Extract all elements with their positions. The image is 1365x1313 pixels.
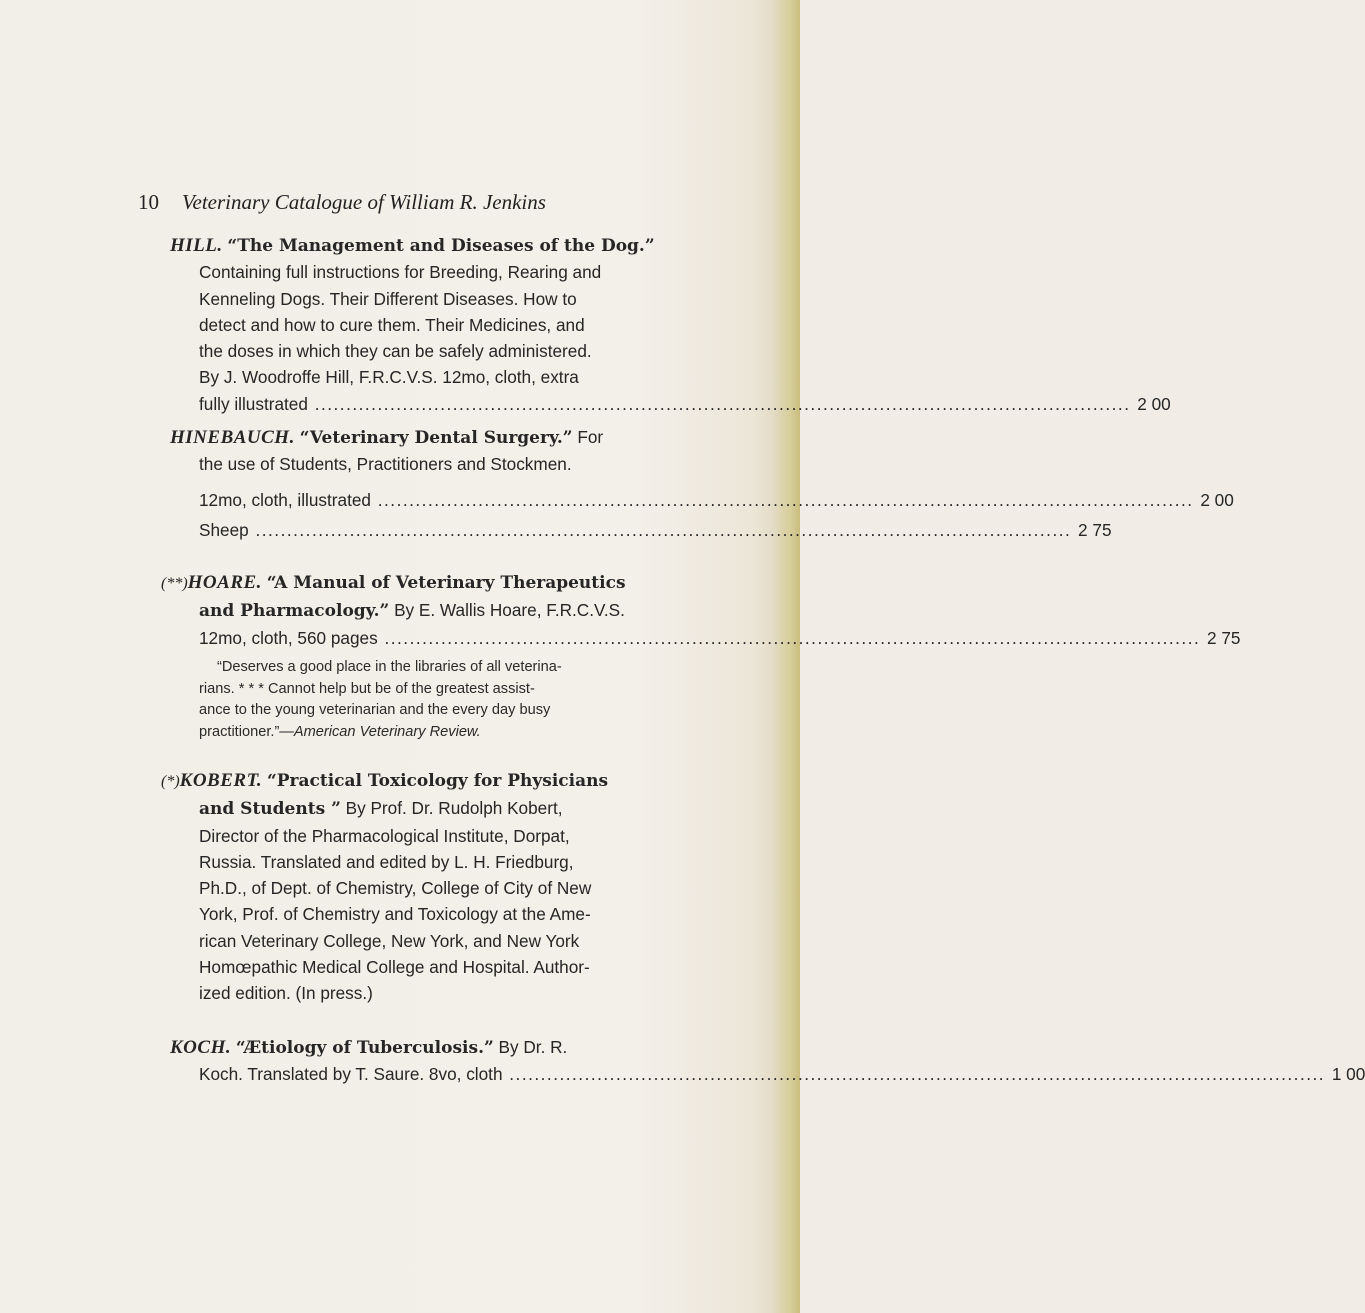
dot-leader	[255, 520, 1071, 540]
dot-leader	[384, 628, 1200, 648]
quote-line	[199, 722, 692, 744]
book-title-continued: and Pharmacology.”	[199, 601, 390, 622]
entry-line: Kenneling Dogs. Their Different Diseases. How to	[199, 288, 577, 309]
quote-line: rians. * * * Cannot help but be of the greatest assist-	[199, 680, 535, 697]
review-quote	[199, 657, 692, 743]
book-title: “A Manual of Veterinary Therapeutics	[266, 573, 626, 593]
book-title: “The Management and Diseases of the Dog.”	[227, 236, 655, 256]
entry-line: Homœpathic Medical College and Hospital. Author-	[199, 957, 590, 978]
author-name: KOBERT.	[179, 770, 263, 791]
price-row	[170, 1061, 1365, 1087]
book-title-continued: and Students ”	[199, 799, 341, 820]
book-title: “Veterinary Dental Surgery.”	[299, 428, 573, 448]
entry-line: detect and how to cure them. Their Medicines, and	[199, 314, 585, 335]
quote-source: American Veterinary Review.	[293, 723, 481, 740]
entry-line: Containing full instructions for Breeding, Rearing and	[199, 262, 602, 283]
price-row	[170, 487, 1234, 513]
price-row	[170, 391, 1171, 417]
entry-line: By J. Woodroffe Hill, F.R.C.V.S. 12mo, cloth, extra	[199, 367, 579, 388]
entry-line: the doses in which they can be safely administered.	[199, 341, 592, 362]
page-number: 10	[138, 190, 159, 214]
price-row	[170, 517, 1112, 543]
entry-text: By E. Wallis Hoare, F.R.C.V.S.	[394, 600, 625, 621]
dot-leader	[315, 394, 1131, 414]
price-label: Koch. Translated by T. Saure. 8vo, cloth	[199, 1064, 503, 1085]
entry-line: Ph.D., of Dept. of Chemistry, College of City of New	[199, 878, 592, 899]
availability-mark: (**)	[161, 575, 188, 592]
price: 2 75	[1078, 519, 1112, 540]
price-label: 12mo, cloth, 560 pages	[199, 627, 378, 648]
running-title: Veterinary Catalogue of William R. Jenkins	[182, 190, 546, 214]
entry-heading	[170, 1034, 690, 1061]
book-title: “Ætiology of Tuberculosis.”	[235, 1038, 494, 1058]
entry-koch	[170, 1034, 1365, 1088]
entry-heading	[161, 767, 681, 795]
entry-line: Russia. Translated and edited by L. H. Friedburg,	[199, 851, 574, 872]
dot-leader	[378, 490, 1194, 510]
entry-line	[161, 597, 681, 624]
price-row	[161, 625, 1241, 651]
entry-line: York, Prof. of Chemistry and Toxicology at the Ame-	[199, 904, 591, 925]
price-label: fully illustrated	[199, 393, 308, 414]
quote-line: “Deserves a good place in the libraries of all veterina-	[217, 659, 562, 675]
entry-line: rican Veterinary College, New York, and New York	[199, 930, 580, 951]
entry-hoare	[161, 569, 1241, 651]
quote-text: practitioner.”—	[199, 723, 294, 740]
entry-heading	[170, 424, 690, 451]
price-label: Sheep	[199, 519, 249, 540]
entry-hill	[170, 232, 1171, 417]
price: 2 00	[1200, 489, 1234, 510]
entry-line: Director of the Pharmacological Institute, Dorpat,	[199, 825, 570, 846]
author-name: HILL.	[170, 235, 223, 256]
author-name: HINEBAUCH.	[170, 427, 295, 448]
price: 1 00	[1331, 1064, 1365, 1085]
entry-line: ized edition. (In press.)	[199, 983, 373, 1004]
entry-heading	[161, 569, 681, 597]
price: 2 75	[1207, 627, 1241, 648]
entry-text: For	[577, 427, 604, 447]
entry-line: the use of Students, Practitioners and Stockmen.	[199, 454, 572, 475]
entry-text: By Prof. Dr. Rudolph Kobert,	[345, 798, 563, 819]
entry-line	[161, 795, 681, 822]
page-edge	[774, 0, 800, 1313]
author-name: KOCH.	[170, 1037, 232, 1058]
quote-line: ance to the young veterinarian and the every day busy	[199, 702, 551, 718]
entry-kobert	[161, 767, 681, 1007]
running-head	[138, 190, 738, 215]
price-label: 12mo, cloth, illustrated	[199, 489, 371, 510]
availability-mark: (*)	[161, 773, 180, 790]
dot-leader	[509, 1064, 1325, 1084]
price: 2 00	[1137, 393, 1171, 414]
book-title: “Practical Toxicology for Physicians	[266, 771, 609, 791]
entry-text: By Dr. R.	[498, 1037, 568, 1057]
author-name: HOARE.	[187, 572, 262, 593]
entry-heading	[170, 232, 690, 259]
entry-hinebauch	[170, 424, 1234, 543]
